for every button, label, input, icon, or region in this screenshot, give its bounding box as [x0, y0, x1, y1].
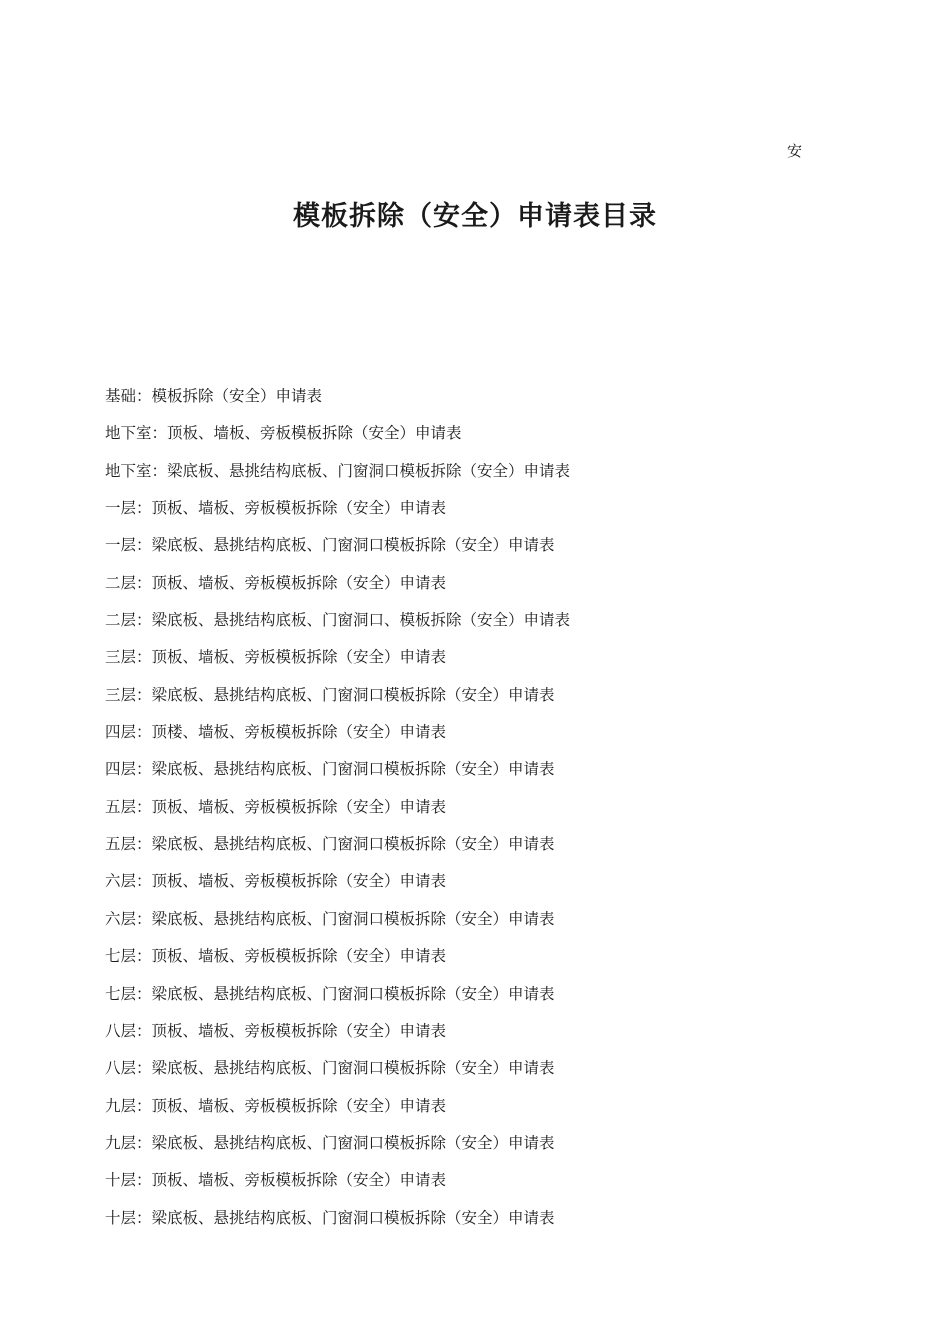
toc-item-floor-6-beam: 六层：梁底板、悬挑结构底板、门窗洞口模板拆除（安全）申请表: [105, 909, 555, 928]
toc-item-floor-5-beam: 五层：梁底板、悬挑结构底板、门窗洞口模板拆除（安全）申请表: [105, 835, 555, 854]
toc-item-floor-10-beam: 十层：梁底板、悬挑结构底板、门窗洞口模板拆除（安全）申请表: [105, 1208, 555, 1227]
toc-item-floor-2-roof: 二层：顶板、墙板、旁板模板拆除（安全）申请表: [105, 573, 447, 592]
toc-item-floor-9-beam: 九层：梁底板、悬挑结构底板、门窗洞口模板拆除（安全）申请表: [105, 1133, 555, 1152]
toc-item-basement-roof: 地下室：顶板、墙板、旁板模板拆除（安全）申请表: [105, 424, 462, 443]
toc-item-basement-beam: 地下室：梁底板、悬挑结构底板、门窗洞口模板拆除（安全）申请表: [105, 461, 571, 480]
toc-item-floor-4-beam: 四层：梁底板、悬挑结构底板、门窗洞口模板拆除（安全）申请表: [105, 760, 555, 779]
toc-item-floor-7-roof: 七层：顶板、墙板、旁板模板拆除（安全）申请表: [105, 947, 447, 966]
toc-item-floor-3-beam: 三层：梁底板、悬挑结构底板、门窗洞口模板拆除（安全）申请表: [105, 685, 555, 704]
toc-item-floor-1-roof: 一层：顶板、墙板、旁板模板拆除（安全）申请表: [105, 499, 447, 518]
toc-item-floor-5-roof: 五层：顶板、墙板、旁板模板拆除（安全）申请表: [105, 797, 447, 816]
toc-item-floor-9-roof: 九层：顶板、墙板、旁板模板拆除（安全）申请表: [105, 1096, 447, 1115]
toc-item-basement-foundation: 基础：模板拆除（安全）申请表: [105, 387, 323, 405]
toc-item-floor-4-roof: 四层：顶楼、墙板、旁板模板拆除（安全）申请表: [105, 723, 447, 742]
page-title: 模板拆除（安全）申请表目录: [293, 201, 657, 232]
toc-item-floor-10-roof: 十层：顶板、墙板、旁板模板拆除（安全）申请表: [105, 1171, 447, 1190]
toc-item-floor-3-roof: 三层：顶板、墙板、旁板模板拆除（安全）申请表: [105, 648, 447, 667]
toc-item-floor-7-beam: 七层：梁底板、悬挑结构底板、门窗洞口模板拆除（安全）申请表: [105, 984, 555, 1003]
toc-item-floor-8-roof: 八层：顶板、墙板、旁板模板拆除（安全）申请表: [105, 1021, 447, 1040]
toc-list: [105, 384, 570, 1243]
toc-item-floor-6-roof: 六层：顶板、墙板、旁板模板拆除（安全）申请表: [105, 872, 447, 891]
header-corner-mark: 安: [787, 142, 803, 160]
toc-item-floor-1-beam: 一层：梁底板、悬挑结构底板、门窗洞口模板拆除（安全）申请表: [105, 536, 555, 555]
toc-item-floor-8-beam: 八层：梁底板、悬挑结构底板、门窗洞口模板拆除（安全）申请表: [105, 1059, 555, 1078]
toc-item-floor-2-beam: 二层：梁底板、悬挑结构底板、门窗洞口、模板拆除（安全）申请表: [105, 611, 571, 630]
